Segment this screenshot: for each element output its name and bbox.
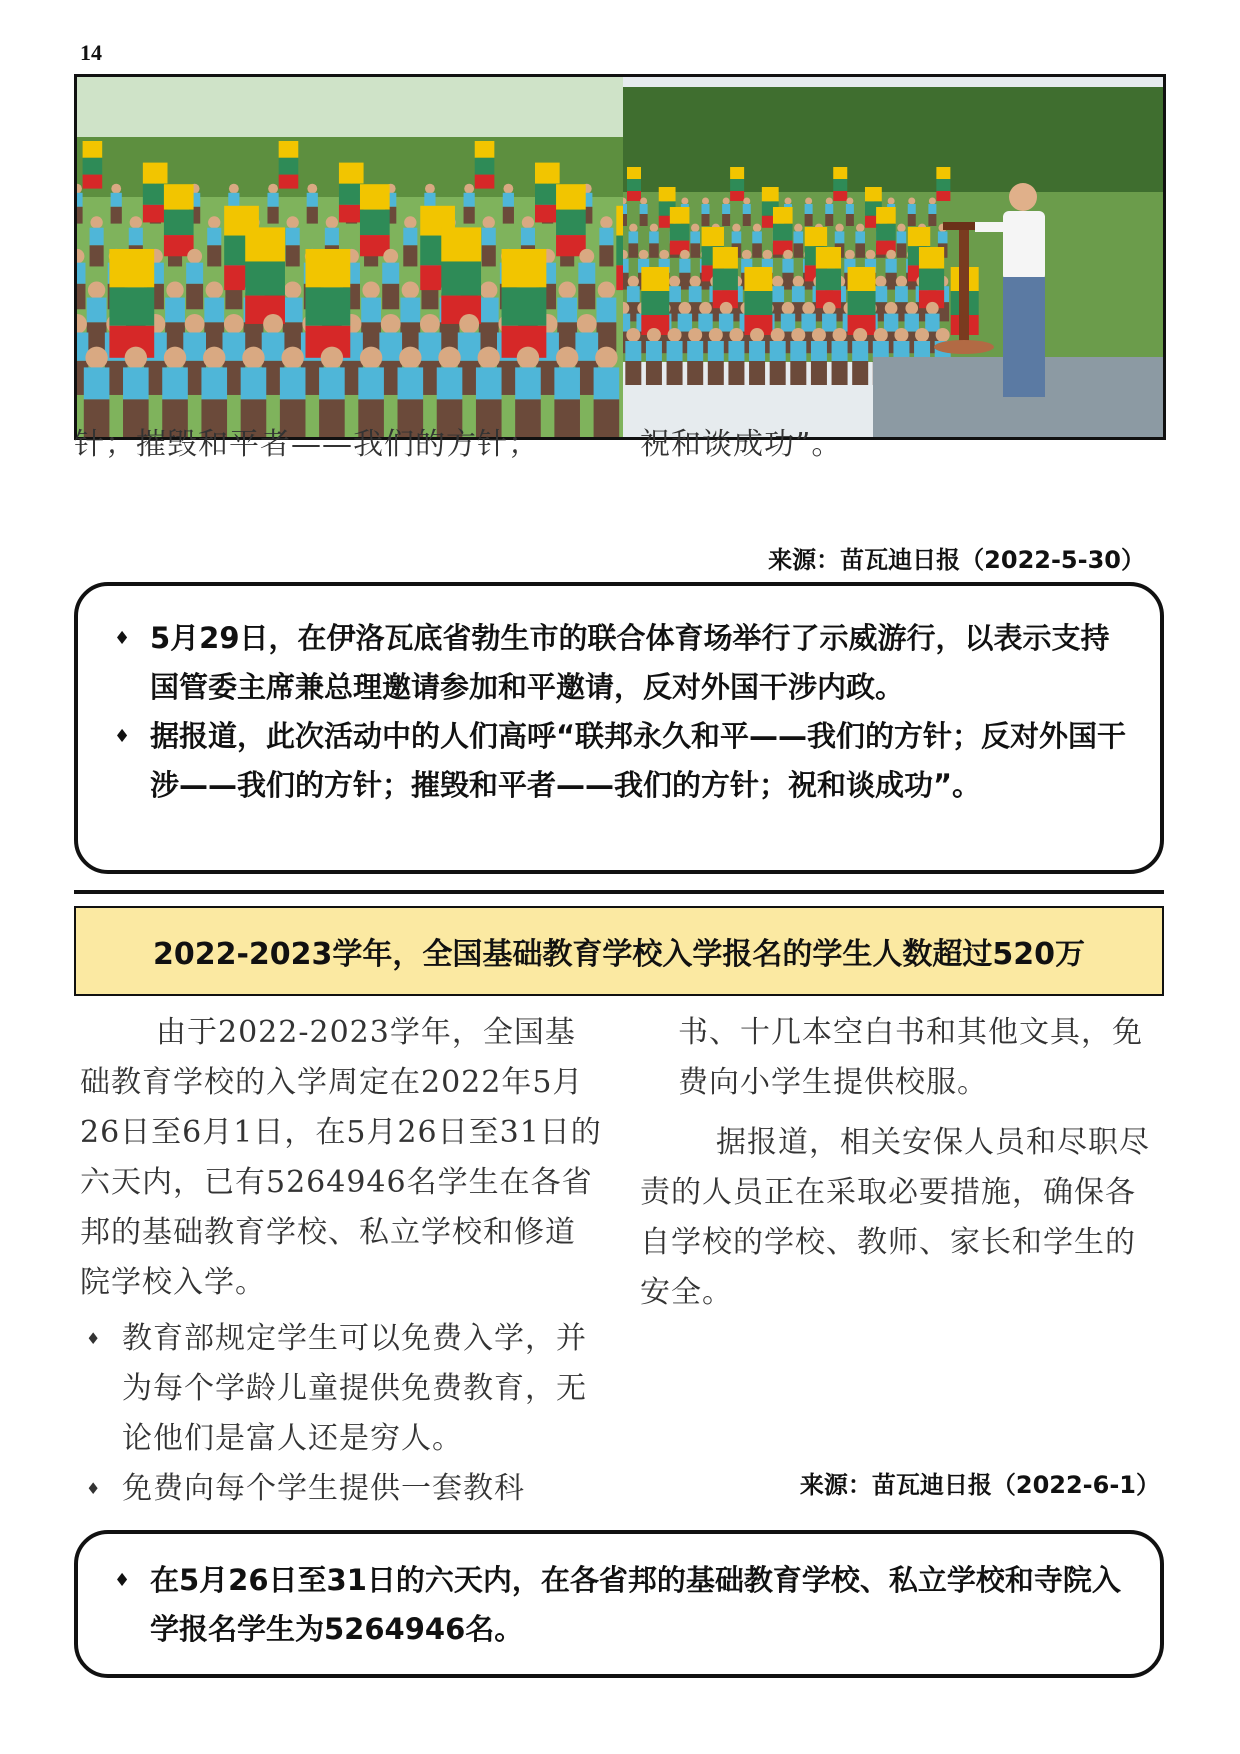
summary-box-2 [74, 1530, 1164, 1678]
article-column-left [80, 1008, 604, 1514]
article-fragment-left: 针；摧毁和平者——我们的方针； [74, 427, 539, 462]
article-bullet-item: ♦ 免费向每个学生提供一套教科 [80, 1464, 604, 1514]
bullet-icon: ♦ [114, 726, 131, 747]
summary-box-1 [74, 582, 1164, 874]
section-divider [74, 890, 1164, 894]
summary-item: ♦ 据报道，此次活动中的人们高呼“联邦永久和平——我们的方针；反对外国干涉——我们的方针；摧毁和平者——我们的方针；祝和谈成功”。 [98, 712, 1134, 810]
bullet-icon: ♦ [114, 1570, 131, 1591]
rally-photo-right [623, 74, 1166, 440]
page-number: 14 [80, 40, 102, 65]
source-line-2: 来源：苗瓦迪日报（2022-6-1） [799, 1471, 1160, 1499]
source-line-1: 来源：苗瓦迪日报（2022-5-30） [768, 546, 1145, 574]
article-paragraph: 由于2022-2023学年，全国基础教育学校的入学周定在2022年5月26日至6月1日，在5月26日至31日的六天内，已有5264946名学生在各省邦的基础教育学校、私立学校和修道院学校入学。 [80, 1015, 602, 1300]
summary-item: ♦ 在5月26日至31日的六天内，在各省邦的基础教育学校、私立学校和寺院入学报名学生为5264946名。 [98, 1556, 1134, 1654]
rally-photo-left [74, 74, 629, 440]
speaker-at-podium-photo [623, 77, 1163, 437]
article-paragraph: 据报道，相关安保人员和尽职尽责的人员正在采取必要措施，确保各自学校的学校、教师、家长和学生的安全。 [640, 1125, 1150, 1310]
article-continuation: 书、十几本空白书和其他文具，免费向小学生提供校服。 [678, 1015, 1143, 1100]
article-column-right [640, 1008, 1160, 1318]
bullet-icon: ♦ [114, 628, 131, 649]
summary-item: ♦ 5月29日，在伊洛瓦底省勃生市的联合体育场举行了示威游行，以表示支持国管委主席兼总理邀请参加和平邀请，反对外国干涉内政。 [98, 614, 1134, 712]
article-fragment-right: 祝和谈成功”。 [640, 427, 843, 462]
rally-crowd-with-flags-photo [77, 77, 626, 437]
bullet-icon: ♦ [86, 1479, 102, 1498]
bullet-icon: ♦ [86, 1329, 102, 1348]
article-title: 2022-2023学年，全国基础教育学校入学报名的学生人数超过520万 [74, 906, 1164, 996]
article-bullet-item: ♦ 教育部规定学生可以免费入学，并为每个学龄儿童提供免费教育，无论他们是富人还是穷人。 [80, 1314, 604, 1464]
